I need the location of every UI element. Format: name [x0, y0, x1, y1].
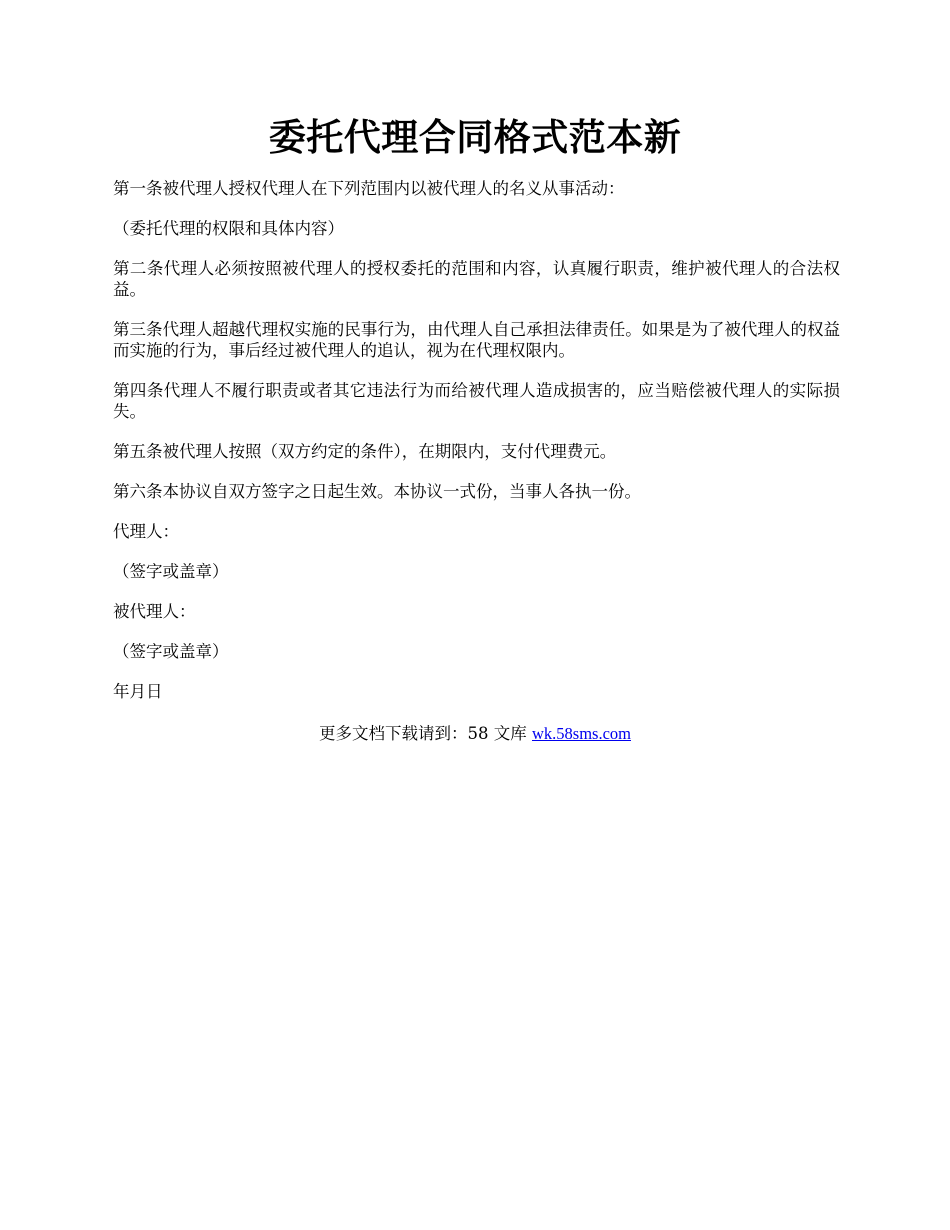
clause-2: 第二条代理人必须按照被代理人的授权委托的范围和内容，认真履行职责，维护被代理人的合法权益。: [113, 259, 840, 299]
document-body: [113, 178, 840, 721]
clause-1-detail: （委托代理的权限和具体内容）: [113, 219, 344, 238]
principal-signature: （签字或盖章）: [113, 642, 229, 661]
footer-link[interactable]: wk.58sms.com: [532, 724, 631, 743]
clause-3: 第三条代理人超越代理权实施的民事行为，由代理人自己承担法律责任。如果是为了被代理人的权益而实施的行为，事后经过被代理人的追认，视为在代理权限内。: [113, 320, 840, 360]
agent-label: 代理人：: [113, 522, 179, 541]
clause-6: 第六条本协议自双方签字之日起生效。本协议一式份，当事人各执一份。: [113, 482, 641, 501]
clause-4: 第四条代理人不履行职责或者其它违法行为而给被代理人造成损害的，应当赔偿被代理人的实际损失。: [113, 381, 840, 421]
download-footer: [0, 722, 950, 746]
document-title: 委托代理合同格式范本新: [268, 115, 682, 159]
clause-5: 第五条被代理人按照（双方约定的条件），在期限内，支付代理费元。: [113, 442, 617, 461]
agent-signature: （签字或盖章）: [113, 562, 229, 581]
footer-text: 更多文档下载请到：58 文库: [319, 724, 532, 743]
date-line: 年月日: [113, 682, 163, 701]
principal-label: 被代理人：: [113, 602, 196, 621]
clause-1: 第一条被代理人授权代理人在下列范围内以被代理人的名义从事活动：: [113, 179, 625, 198]
